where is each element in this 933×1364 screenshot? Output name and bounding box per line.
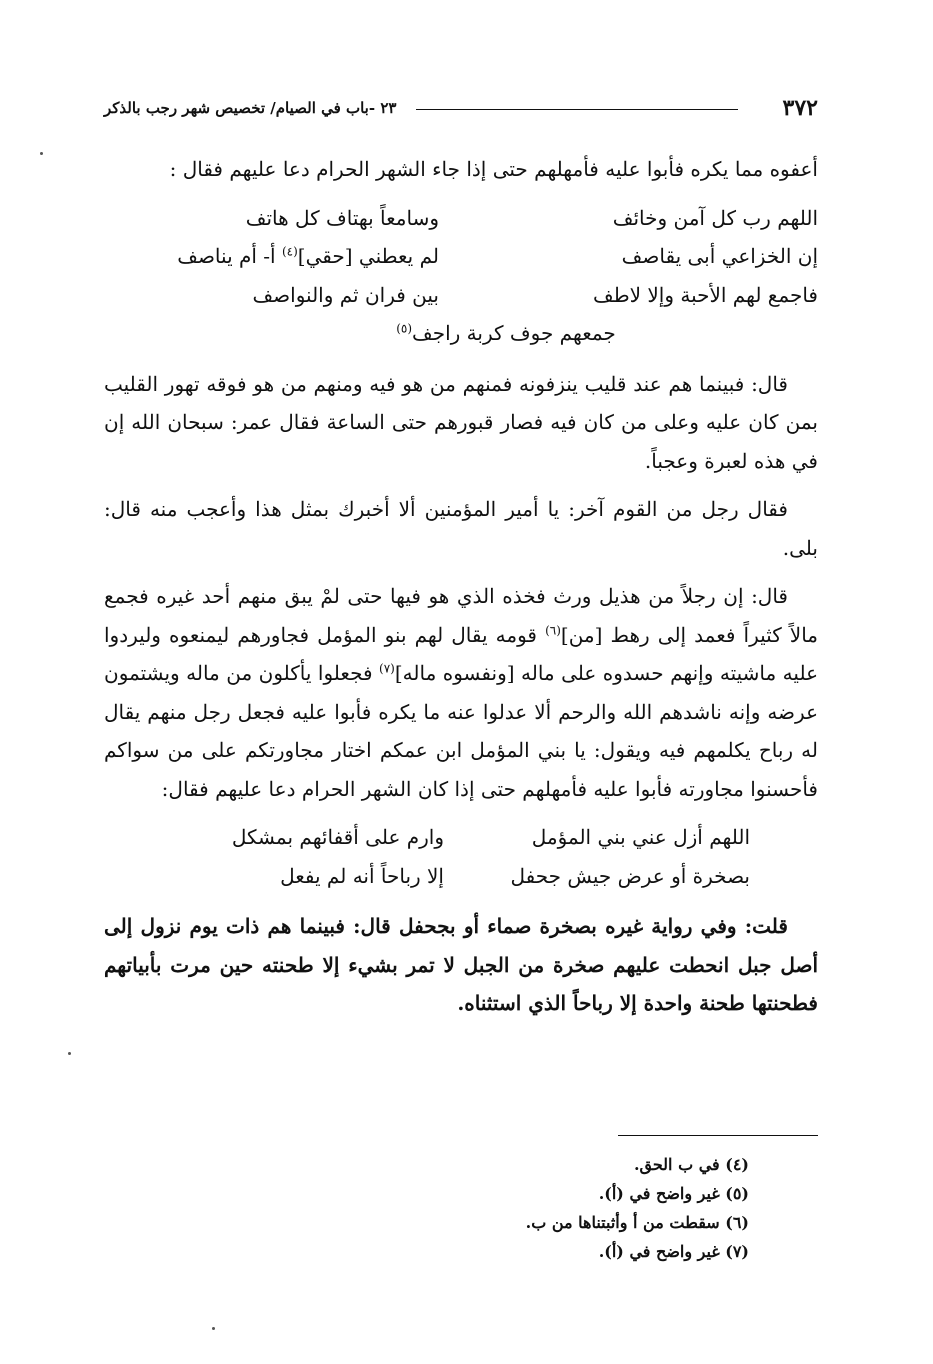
- footnote: (٧) غير واضح في (أ).: [598, 1242, 749, 1261]
- hemistich-text: أ- أم يناصف: [177, 244, 282, 268]
- paragraph: [104, 577, 818, 808]
- scan-speck: [68, 1052, 71, 1055]
- hemistich: وارم على أقفائهم بمشكل: [231, 825, 444, 849]
- page-number: ٣٧٢: [782, 95, 818, 121]
- footnote: (٦) سقطت من أ وأثبتناها من ب.: [525, 1213, 749, 1232]
- poem-2: [104, 818, 818, 895]
- paragraph: فقال رجل من القوم آخر: يا أمير المؤمنين ألا أخبرك بمثل هذا وأعجب منه قال: بلى.: [104, 497, 818, 560]
- poem-1: [104, 199, 818, 353]
- main-text: [104, 150, 818, 1023]
- paragraph: قال: فبينما هم عند قليب ينزفونه فمنهم من هو فيه ومنهم من هو فوقه تهور القليب بمن كان عليه وعلى من كان فيه فصار قبورهم حتى الساعة فقال عمر: سبحان الله إن في هذه لعبرة وعجباً.: [104, 371, 818, 473]
- footnote-ref: (٥): [396, 321, 413, 336]
- hemistich: اللهم رب كل آمن وخائف: [612, 205, 818, 230]
- poem-tail: [104, 314, 818, 353]
- scan-speck: [212, 1327, 215, 1330]
- footnote-ref: (٤): [281, 244, 298, 259]
- footnote: (٥) غير واضح في (أ).: [598, 1184, 749, 1203]
- hemistich: اللهم أزل عني بني المؤمل: [531, 825, 750, 849]
- poem-tail-text: جمعهم جوف كربة راجف: [412, 321, 616, 345]
- paragraph: قلت: وفي رواية غيره بصخرة صماء أو بجحفل قال: فبينما هم ذات يوم نزول إلى أصل جبل انحطت عليهم صخرة من الجبل لا تمر بشيء إلا طحنته حين مرت بأبياتهم فطحنتها طحنة واحدة إلا رباحاً الذي استثناه.: [104, 914, 818, 1015]
- hemistich: إن الخزاعي أبى يقاصف: [621, 244, 818, 268]
- intro-line: أعفوه مما يكره فأبوا عليه فأمهلهم حتى إذا جاء الشهر الحرام دعا عليهم فقال :: [169, 157, 818, 181]
- hemistich: إلا رباحاً أنه لم يفعل: [280, 863, 444, 888]
- paragraph-text: فجعلوا يأكلون من ماله ويشتمون عرضه وإنه ناشدهم الله والرحم ألا عدلوا عنه ما يكره فأبوا عليه فجعل رجل منهم يقال له رباح يكلمهم فيه ويقول: يا بني المؤمل ابن عمكم اختار مجاورتكم على من سواكم فأحسنوا مجاورته فأبوا عليه فأمهلهم حتى إذا كان الشهر الحرام دعا عليهم فقال:: [104, 661, 818, 801]
- footnote-rule: [618, 1135, 818, 1136]
- running-title: ٢٣ -باب في الصيام/ تخصيص شهر رجب بالذكر: [104, 99, 397, 117]
- verse: [164, 818, 750, 857]
- footnote-ref: (٦): [545, 622, 561, 637]
- verse: [104, 199, 818, 238]
- footnotes: [229, 1150, 749, 1266]
- hemistich: بصخرة أو عرض جيش جحفل: [510, 863, 750, 888]
- paragraph-text: قال: إن رجلاً من هذيل ورث فخذه الذي هو فيها حتى لمْ يبق منهم أحد غيره فجمع مالاً كثيراً فعمد إلى رهط [من]: [104, 584, 818, 647]
- verse: [164, 857, 750, 896]
- verse: [104, 237, 818, 276]
- header-rule: [416, 109, 738, 110]
- hemistich: وسامعاً بهتاف كل هاتف: [245, 205, 439, 230]
- hemistich-text: لم يعطني [حقي]: [297, 244, 439, 268]
- paragraph-text: قومه يقال لهم بنو المؤمل فجاورهم ليمنعوه وليردوا عليه ماشيته وإنهم حسدوه على ماله [ونفسوه ماله]: [104, 622, 818, 685]
- page-header: [104, 94, 818, 124]
- footnote: (٤) في ب الحق.: [633, 1155, 749, 1174]
- hemistich: بين فران ثم والنواصف: [252, 282, 439, 307]
- hemistich: فاجمع لهم الأحبة وإلا لاطف: [592, 282, 818, 307]
- footnote-ref: (٧): [379, 661, 395, 676]
- scan-speck: [40, 152, 43, 155]
- verse: [104, 276, 818, 315]
- hemistich: [104, 237, 439, 276]
